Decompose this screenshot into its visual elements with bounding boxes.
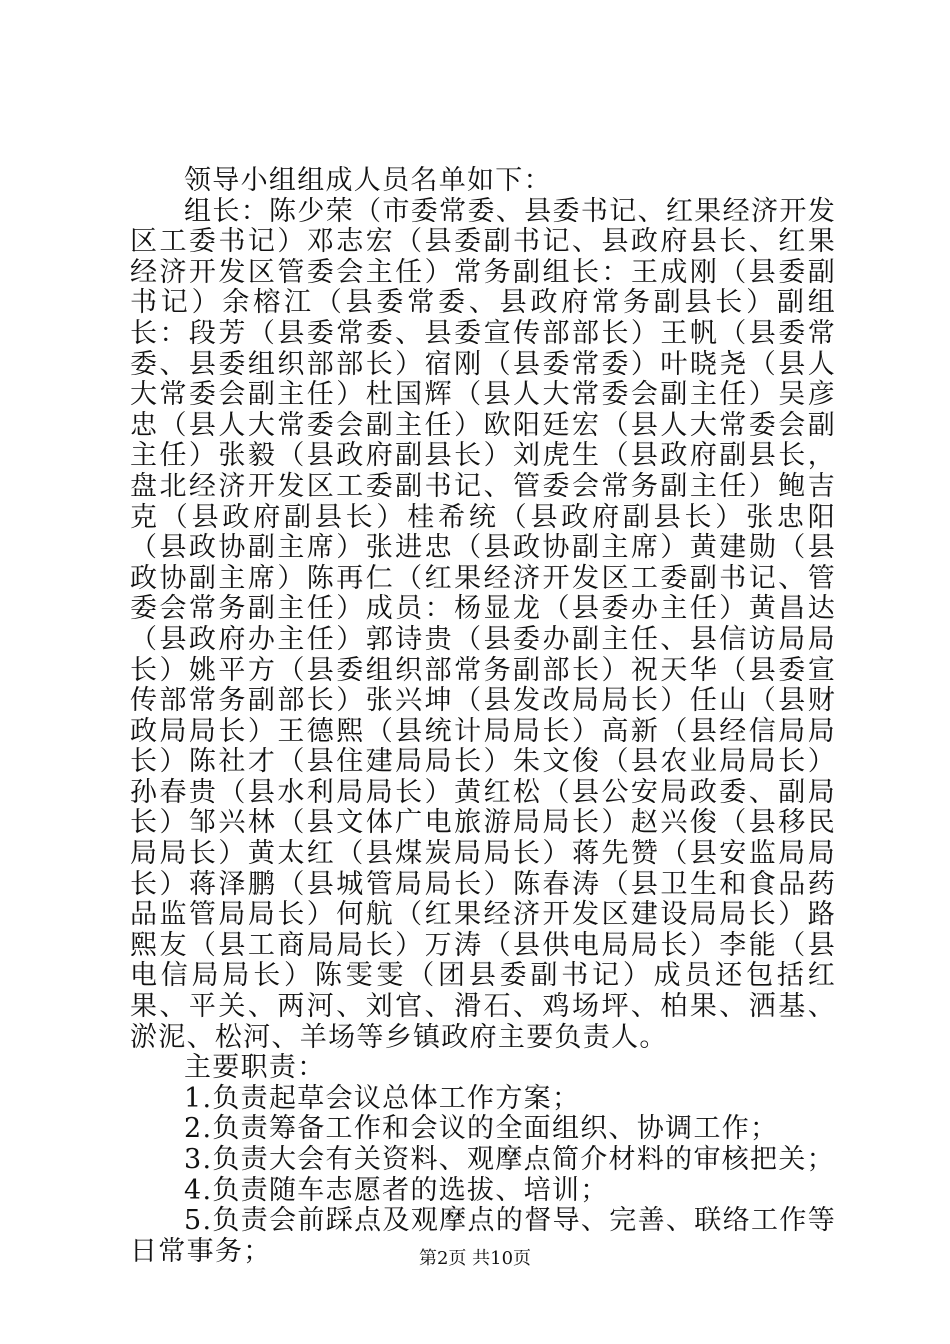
duties-heading: 主要职责： (184, 1052, 326, 1084)
page-footer: 第2页 共10页 (418, 1248, 532, 1269)
duty-item: 1.负责起草会议总体工作方案； (184, 1082, 581, 1114)
duty-item: 5.负责会前踩点及观摩点的督导、完善、联络工作等日常事务； (130, 1205, 836, 1267)
intro-paragraph: 领导小组组成人员名单如下： (184, 165, 552, 196)
duty-item: 4.负责随车志愿者的选拔、培训； (184, 1174, 609, 1206)
duty-item: 3.负责大会有关资料、观摩点简介材料的审核把关； (184, 1144, 835, 1175)
duty-item: 2.负责筹备工作和会议的全面组织、协调工作； (184, 1113, 779, 1145)
document-body (130, 166, 836, 1267)
members-paragraph: 组长：陈少荣（市委常委、县委书记、红果经济开发区工委书记）邓志宏（县委副书记、县政府县长、红果经济开发区管委会主任）常务副组长：王成刚（县委副书记）余榕江（县委常委、县政府常务副县长）副组长：段芳（县委常委、县委宣传部部长）王帆（县委常委、县委组织部部长）宿刚（县委常委）叶晓尧（县人大常委会副主任）杜国辉（县人大常委会副主任）吴彦忠（县人大常委会副主任）欧阳廷宏（县人大常委会副主任）张毅（县政府副县长）刘虎生（县政府副县长，盘北经济开发区工委副书记、管委会常务副主任）鲍吉克（县政府副县长）桂希统（县政府副县长）张忠阳（县政协副主席）张进忠（县政协副主席）黄建勋（县政协副主席）陈再仁（红果经济开发区工委副书记、管委会常务副主任）成员：杨显龙（县委办主任）黄昌达（县政府办主任）郭诗贵（县委办副主任、县信访局局长）姚平方（县委组织部常务副部长）祝天华（县委宣传部常务副部长）张兴坤（县发改局局长）任山（县财政局局长）王德熙（县统计局局长）高新（县经信局局长）陈社才（县住建局局长）朱文俊（县农业局局长）孙春贵（县水利局局长）黄红松（县公安局政委、副局长）邹兴林（县文体广电旅游局局长）赵兴俊（县移民局局长）黄太红（县煤炭局局长）蒋先赞（县安监局局长）蒋泽鹏（县城管局局长）陈春涛（县卫生和食品药品监管局局长）何航（红果经济开发区建设局局长）路熙友（县工商局局长）万涛（县供电局局长）李能（县电信局局长）陈雯雯（团县委副书记）成员还包括红果、平关、两河、刘官、滑石、鸡场坪、柏果、洒基、淤泥、松河、羊场等乡镇政府主要负责人。 (130, 195, 836, 1053)
